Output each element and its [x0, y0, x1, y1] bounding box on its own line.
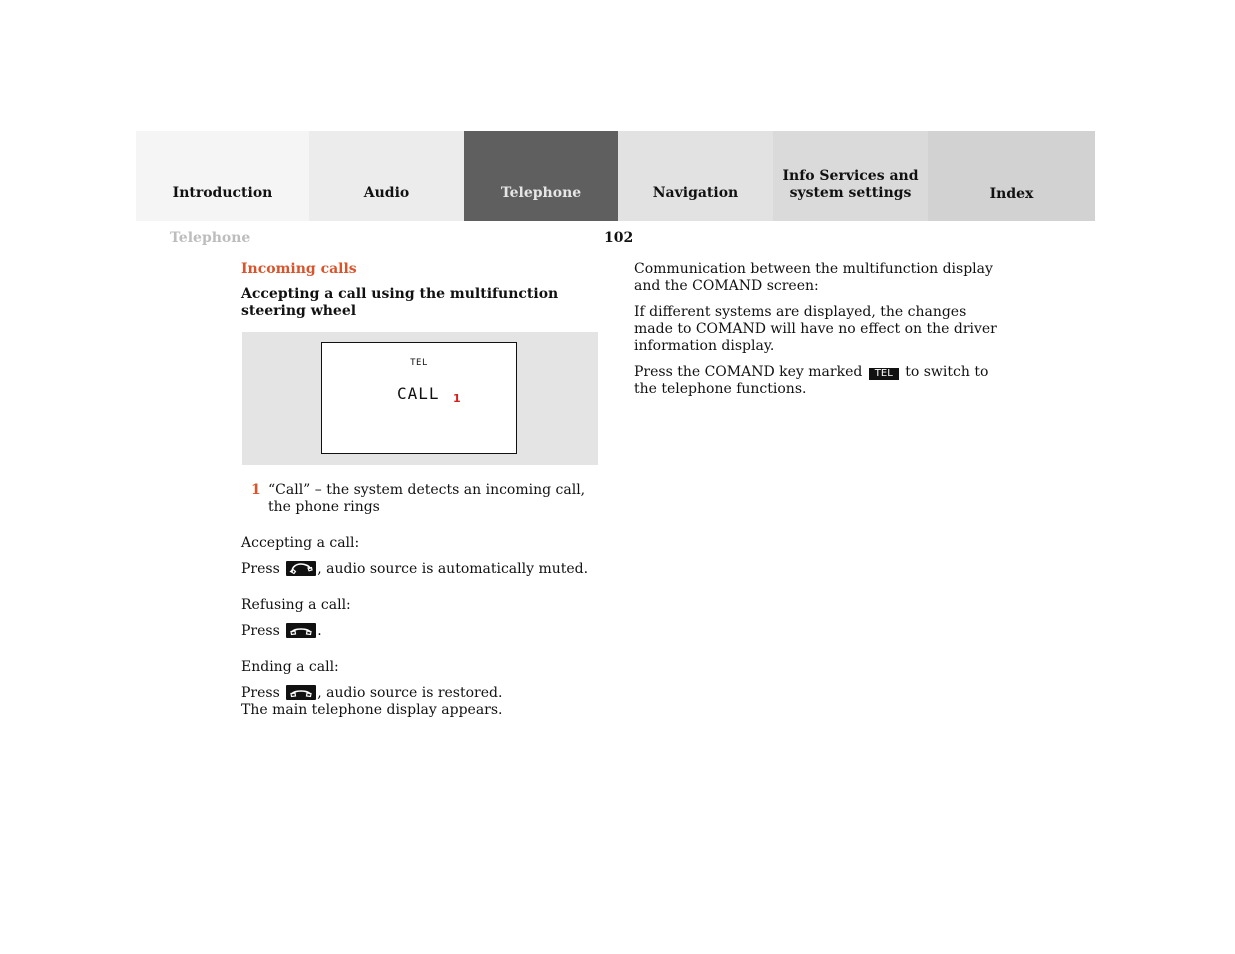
right-column: [634, 261, 999, 398]
tab-info-services[interactable]: [773, 131, 928, 221]
refusing-after-text: .: [317, 623, 322, 639]
ending-after-text: , audio source is restored.: [317, 685, 503, 701]
running-head: Telephone: [170, 230, 251, 246]
paragraph-different-systems: If different systems are displayed, the changes made to COMAND will have no effect on the driver information display.: [634, 304, 997, 354]
tab-label: Introduction: [172, 185, 273, 201]
refusing-label: Refusing a call:: [241, 597, 351, 613]
tab-telephone[interactable]: [464, 131, 618, 221]
display-figure: [242, 332, 598, 465]
page-number: 102: [604, 230, 634, 246]
legend-number: 1: [251, 482, 261, 498]
paragraph-communication: Communication between the multifunction display and the COMAND screen:: [634, 261, 993, 294]
tab-label: Navigation: [652, 185, 739, 201]
ending-instruction: [241, 685, 601, 719]
display-call-text: CALL: [397, 384, 440, 403]
figure-legend: [241, 482, 601, 516]
tab-audio[interactable]: [309, 131, 464, 221]
tab-label-line2: system settings: [789, 185, 912, 201]
paragraph-tel-key: [634, 364, 999, 398]
accepting-instruction: [241, 561, 601, 578]
tel-key-icon: TEL: [869, 368, 899, 380]
tab-label-line1: Info Services and: [782, 168, 919, 184]
accepting-label: Accepting a call:: [241, 535, 360, 551]
display-header: TEL: [410, 358, 428, 368]
press-text: Press: [241, 685, 280, 701]
phone-pickup-icon: [286, 561, 316, 576]
subheading: Accepting a call using the multifunction steering wheel: [241, 286, 559, 319]
press-text: Press: [241, 561, 280, 577]
left-column: [241, 261, 601, 719]
tab-label: Audio: [363, 185, 410, 201]
section-title: Incoming calls: [241, 261, 357, 277]
tab-index[interactable]: [928, 131, 1095, 221]
ending-label: Ending a call:: [241, 659, 339, 675]
tel-instruction-before: Press the COMAND key marked: [634, 364, 863, 380]
legend-text: “Call” – the system detects an incoming call, the phone rings: [268, 482, 586, 515]
ending-line2: The main telephone display appears.: [241, 702, 503, 718]
phone-hangup-icon: [286, 685, 316, 700]
tel-instruction-after: to switch to the telephone functions.: [634, 364, 989, 397]
multifunction-display: [321, 342, 517, 454]
tab-introduction[interactable]: [136, 131, 309, 221]
press-text: Press: [241, 623, 280, 639]
chapter-tabs: [136, 131, 1095, 221]
display-callout-marker: 1: [453, 392, 461, 405]
refusing-instruction: [241, 623, 601, 640]
phone-hangup-icon: [286, 623, 316, 638]
tab-label: Telephone: [500, 185, 582, 201]
tab-navigation[interactable]: [618, 131, 773, 221]
accepting-after-text: , audio source is automatically muted.: [317, 561, 589, 577]
tab-label: Index: [989, 186, 1034, 202]
